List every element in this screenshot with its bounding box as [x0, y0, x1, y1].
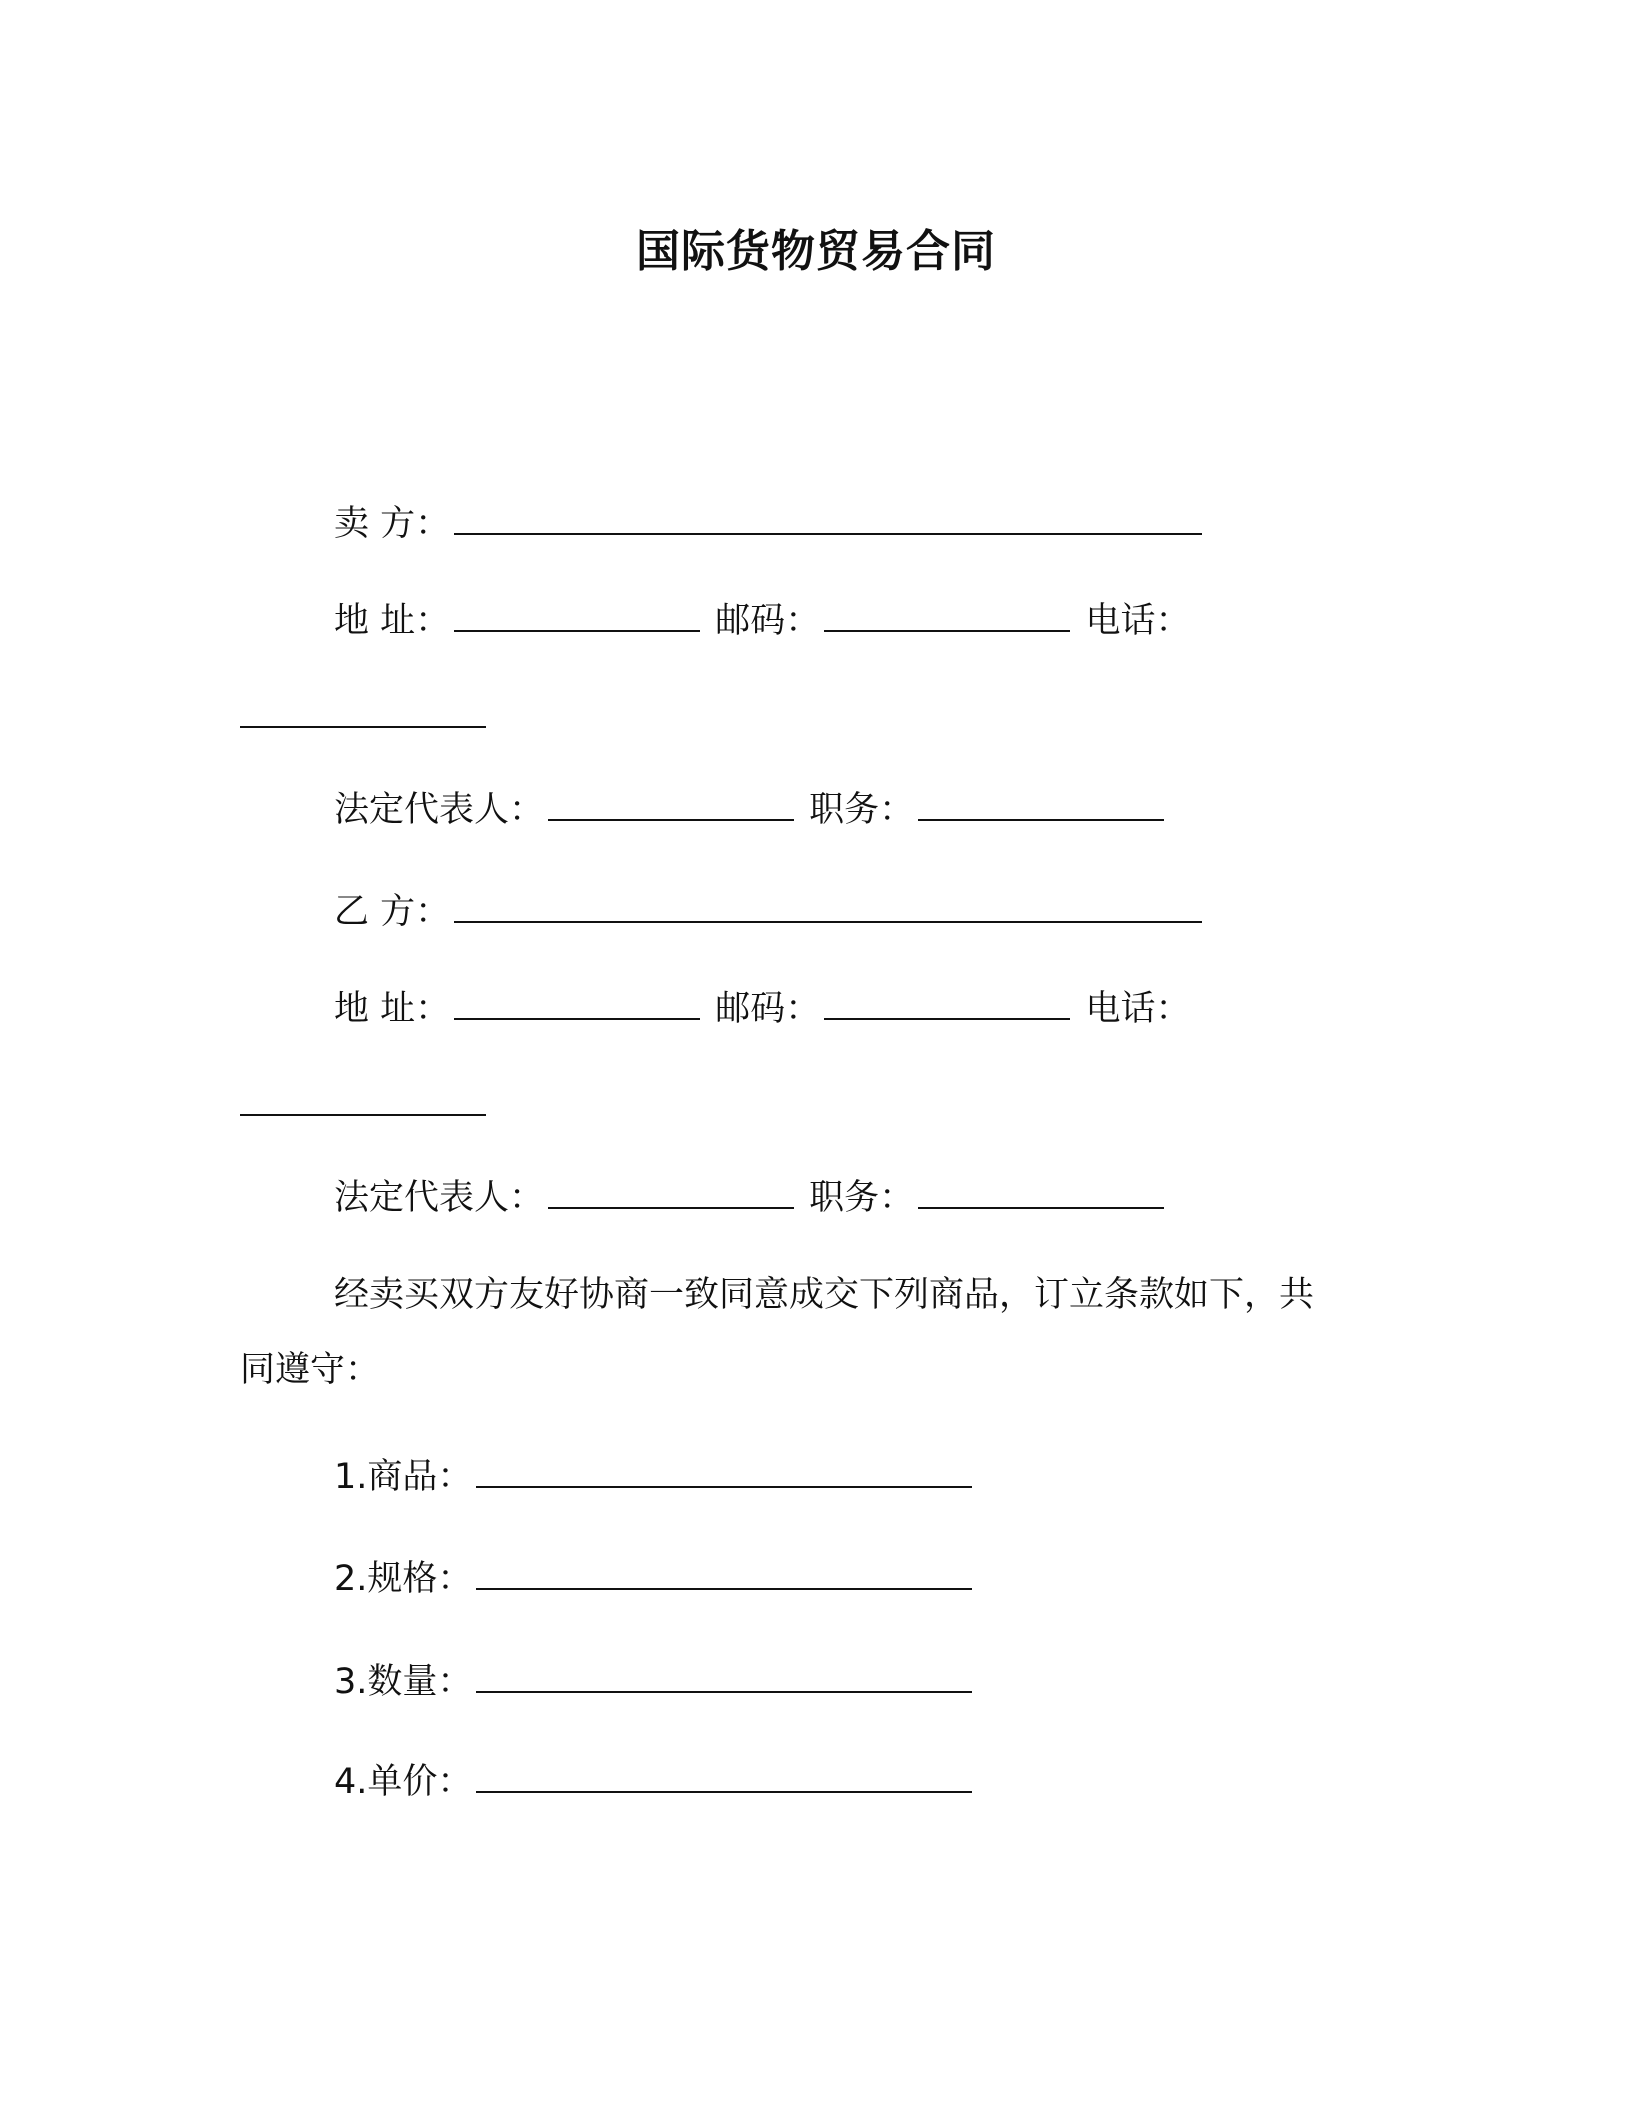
- seller-address-label: 地 址：: [334, 601, 451, 641]
- item-unit-price-label: 4.单价：: [334, 1762, 473, 1802]
- item-unit-price-blank[interactable]: [476, 1787, 972, 1793]
- seller-phone-blank[interactable]: [240, 722, 486, 728]
- buyer-rep-row: [334, 1174, 1168, 1222]
- buyer-name-row: [334, 888, 1206, 936]
- buyer-rep-label: 法定代表人：: [334, 1178, 545, 1218]
- item-quantity-blank[interactable]: [476, 1687, 972, 1693]
- item-row-quantity: [334, 1658, 976, 1706]
- buyer-rep-blank[interactable]: [548, 1203, 794, 1209]
- seller-rep-label: 法定代表人：: [334, 790, 545, 830]
- buyer-address-row: [334, 985, 1190, 1033]
- item-spec-blank[interactable]: [476, 1584, 972, 1590]
- seller-postcode-blank[interactable]: [824, 626, 1070, 632]
- item-spec-label: 2.规格：: [334, 1559, 473, 1599]
- buyer-name-label: 乙 方：: [334, 892, 451, 932]
- buyer-phone-row: [240, 1081, 490, 1129]
- buyer-address-label: 地 址：: [334, 989, 451, 1029]
- item-goods-label: 1.商品：: [334, 1457, 473, 1497]
- seller-phone-row: [240, 693, 490, 741]
- seller-rep-row: [334, 786, 1168, 834]
- seller-name-label: 卖 方：: [334, 504, 451, 544]
- buyer-postcode-label: 邮码：: [715, 989, 821, 1029]
- item-row-spec: [334, 1555, 976, 1603]
- item-row-unit-price: [334, 1758, 976, 1806]
- document-title: 国际货物贸易合同: [636, 226, 996, 277]
- buyer-phone-label: 电话：: [1085, 989, 1191, 1029]
- seller-rep-blank[interactable]: [548, 815, 794, 821]
- buyer-position-label: 职务：: [809, 1178, 915, 1218]
- item-row-goods: [334, 1453, 976, 1501]
- seller-name-blank[interactable]: [454, 529, 1202, 535]
- seller-address-row: [334, 597, 1190, 645]
- item-quantity-label: 3.数量：: [334, 1662, 473, 1702]
- buyer-postcode-blank[interactable]: [824, 1014, 1070, 1020]
- intro-line-2: 同遵守：: [240, 1350, 381, 1390]
- intro-line-1: 经卖买双方友好协商一致同意成交下列商品，订立条款如下，共: [334, 1275, 1315, 1315]
- buyer-phone-blank[interactable]: [240, 1110, 486, 1116]
- seller-position-label: 职务：: [809, 790, 915, 830]
- seller-position-blank[interactable]: [918, 815, 1164, 821]
- seller-address-blank[interactable]: [454, 626, 700, 632]
- seller-phone-label: 电话：: [1085, 601, 1191, 641]
- buyer-position-blank[interactable]: [918, 1203, 1164, 1209]
- seller-postcode-label: 邮码：: [715, 601, 821, 641]
- buyer-name-blank[interactable]: [454, 917, 1202, 923]
- seller-name-row: [334, 500, 1206, 548]
- buyer-address-blank[interactable]: [454, 1014, 700, 1020]
- item-goods-blank[interactable]: [476, 1482, 972, 1488]
